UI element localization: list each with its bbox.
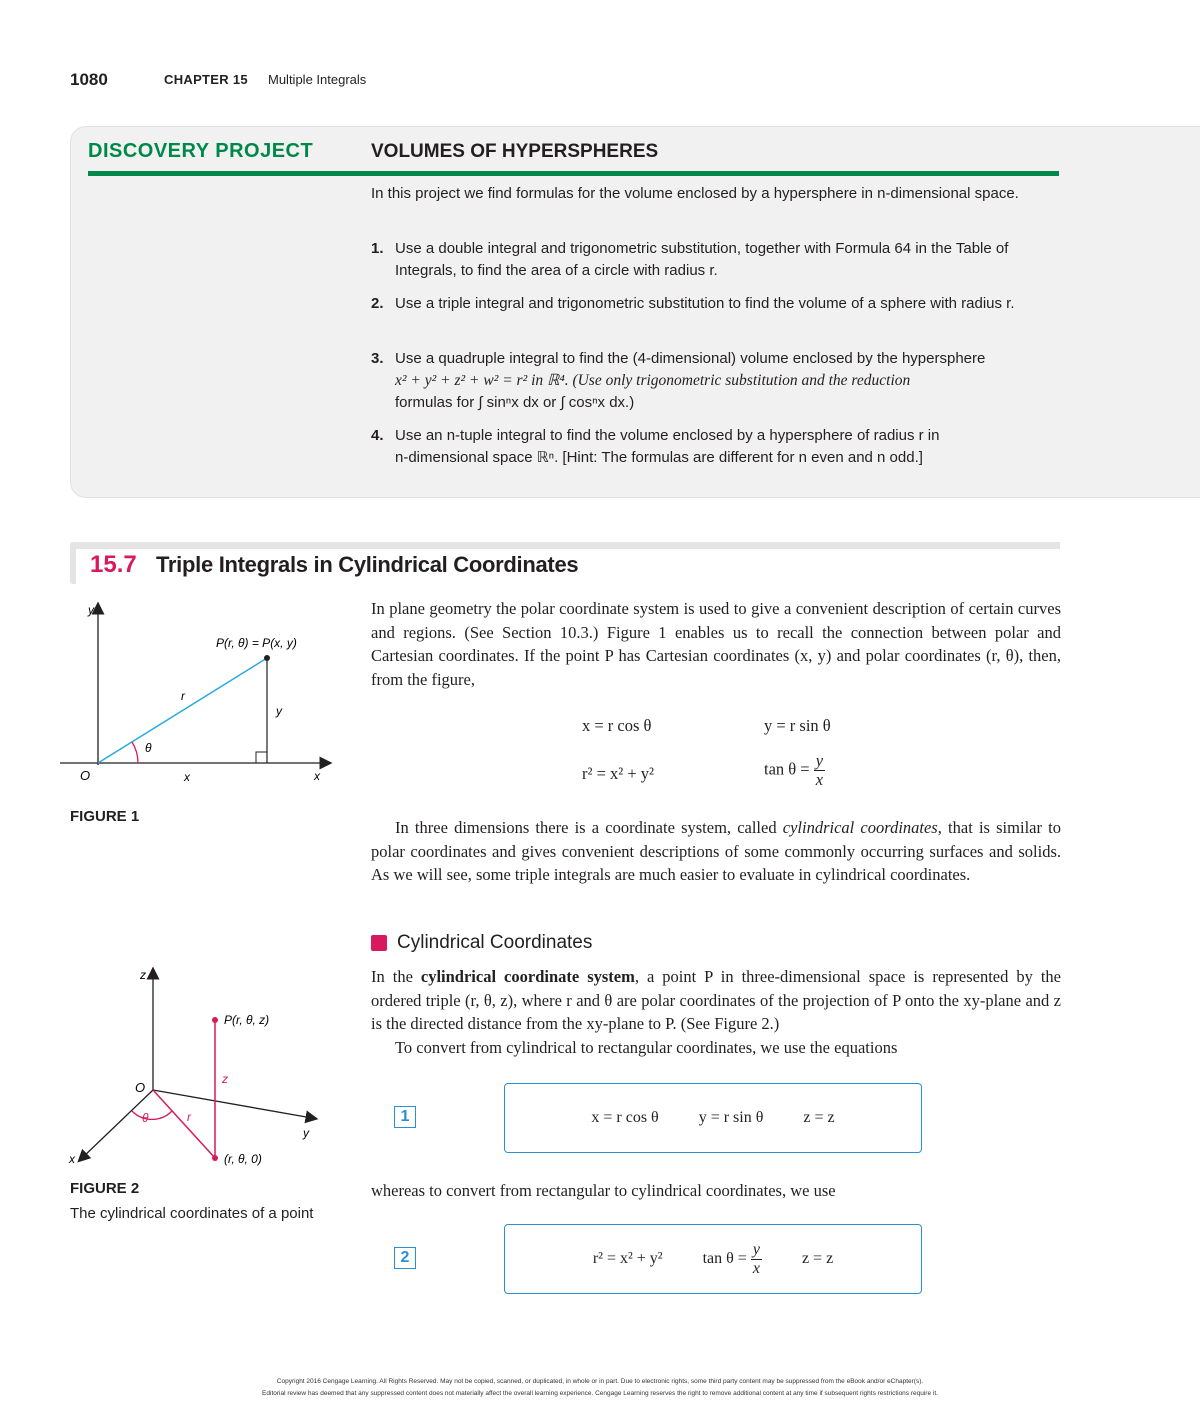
item-number: 3. [371,350,384,367]
polar-x-equation: x = r cos θ [582,716,652,735]
section-heading-bar [70,542,1060,549]
para3-bold-term: cylindrical coordinate system [420,967,635,986]
tan-numerator: y [815,751,824,770]
para2-text-a: In three dimensions there is a coordinate system, called [395,818,783,837]
x-length-label: x [184,770,190,784]
r-squared-equation: r² = x² + y² [582,764,654,783]
conversion-paragraph: whereas to convert from rectangular to cylindrical coordinates, we use [371,1181,836,1200]
section-title: Triple Integrals in Cylindrical Coordinates [156,552,579,577]
radius-line [98,658,267,763]
point-label: P(r, θ, z) [224,1013,270,1027]
y-length-label: y [276,704,282,718]
section-number: 15.7 [90,551,137,578]
projection-point [212,1155,218,1161]
tan-lhs: tan θ = [764,759,810,779]
eq2-tan-denominator: x [752,1259,760,1277]
item-text-line-1: Use an n-tuple integral to find the volume enclosed by a hypersphere of radius r in [395,427,940,444]
subsection-marker [371,935,387,951]
figure-2-label: FIGURE 2 [70,1180,140,1197]
eq2-tan-numerator: y [752,1240,760,1258]
section-heading-bar-left [70,542,76,584]
item-number: 2. [371,295,384,312]
point-label: P(r, θ) = P(x, y) [216,636,297,650]
discovery-project-rule [88,171,1059,176]
para3-text-b: , a point P in three-dimensional space is represented by the ordered triple (r, θ, z), where r and θ are polar coordinates of the projection of P onto the xy-plane and z is the directed distance from the xy-plane to P. (See Figure 2.) [371,967,1061,1033]
point-p [212,1017,218,1023]
origin-label: O [135,1080,146,1095]
figure-2-caption: The cylindrical coordinates of a point [70,1205,314,1222]
theta-arc [132,1111,172,1119]
item-text-line-1: Use a quadruple integral to find the (4-dimensional) volume enclosed by the hypersphere [395,350,986,367]
copyright-line-1: Copyright 2016 Cengage Learning. All Rights Reserved. May not be copied, scanned, or duplicated, in whole or in part. Due to electronic rights, some third party content may be suppressed from the eBook and/or eChapter(s). [276,1378,924,1385]
chapter-title: Multiple Integrals [268,72,367,87]
y-axis-label: y [88,603,94,617]
tan-fraction [814,752,825,789]
projection-label: (r, θ, 0) [224,1152,262,1166]
theta-label: θ [142,1111,149,1125]
theta-arc [132,742,138,763]
eq2-tan-lhs: tan θ = [702,1249,747,1267]
tan-theta-equation [764,752,825,789]
project-item-1 [371,238,1061,282]
right-angle-marker [256,752,267,763]
intro-paragraph: In plane geometry the polar coordinate system is used to give a convenient description of certain curves and regions. (See Section 10.3.) Figure 1 enables us to recall the connection between polar and Cartesian coordinates. If the point P has Cartesian coordinates (x, y) and polar coordinates (r, θ), then, from the figure, [371,599,1061,689]
eq2-tan [703,1241,762,1278]
item-text: Use a double integral and trigonometric substitution, together with Formula 64 in the Table of Integrals, to find the area of a circle with radius r. [395,240,1009,279]
eq1-x: x = r cos θ [591,1109,659,1126]
discovery-project-intro: In this project we find formulas for the volume enclosed by a hypersphere in n-dimensional space. [371,185,1019,202]
para3-text-c: To convert from cylindrical to rectangular coordinates, we use the equations [395,1037,898,1057]
project-item-4 [371,425,1061,469]
figure-2-diagram [60,965,350,1175]
tan-denominator: x [815,770,824,789]
eq2-z: z = z [801,1250,834,1267]
r-label: r [181,689,185,703]
subsection-title: Cylindrical Coordinates [397,932,593,953]
polar-y-equation: y = r sin θ [764,716,831,735]
x-axis-label: x [314,769,320,783]
figure-1-diagram [60,600,350,800]
discovery-project-label: DISCOVERY PROJECT [88,140,314,162]
z-axis-label: z [140,968,146,982]
chapter-label: CHAPTER 15 [164,72,248,87]
item-text-line-2: n-dimensional space ℝⁿ. [Hint: The formulas are different for n even and n odd.] [395,449,923,466]
eq2-tan-fraction [751,1241,762,1278]
r-label: r [187,1110,191,1124]
z-length-label: z [222,1072,228,1086]
eq1-y: y = r sin θ [698,1109,764,1126]
item-number: 4. [371,427,384,444]
equation-2-box [504,1224,922,1294]
para2-text-b: , that is similar to polar coordinates and gives convenient descriptions of some commonly occurring surfaces and solids. As we will see, some triple integrals are much easier to evaluate in cylindrical coordinates. [371,818,1061,884]
item-text: Use a triple integral and trigonometric substitution to find the volume of a sphere with radius r. [395,295,1015,312]
theta-label: θ [145,741,152,755]
project-item-3 [371,348,1061,414]
radius-line [153,1090,215,1158]
equation-1-content [505,1084,921,1152]
equation-2-content [505,1225,921,1293]
eq1-z: z = z [803,1109,835,1126]
origin-label: O [80,768,91,783]
item-text-line-2: x² + y² + z² + w² = r² in ℝ⁴. (Use only trigonometric substitution and the reduction [395,372,911,389]
page-number: 1080 [70,70,108,89]
equation-2-number: 2 [394,1247,416,1269]
equation-1-box [504,1083,922,1153]
discovery-project-title: VOLUMES OF HYPERSPHERES [371,141,659,162]
y-axis [153,1090,312,1118]
equation-1-number: 1 [394,1106,416,1128]
eq2-r-squared: r² = x² + y² [592,1250,663,1267]
x-axis-label: x [69,1152,75,1166]
project-item-2 [371,293,1061,315]
item-number: 1. [371,240,384,257]
point-p [264,655,270,661]
y-axis-label: y [303,1126,309,1140]
copyright-line-2: Editorial review has deemed that any suppressed content does not materially affect the overall learning experience. Cengage Learning reserves the right to remove additional content at any time if subsequent rights restrictions require it. [262,1390,938,1397]
item-text-line-3: formulas for ∫ sinⁿx dx or ∫ cosⁿx dx.) [395,394,635,411]
cylindrical-intro-paragraph [371,816,1061,887]
cylindrical-definition-paragraph [371,965,1061,1059]
para3-text-a: In the [371,967,421,986]
figure-1-label: FIGURE 1 [70,808,140,825]
para2-emphasis: cylindrical coordinates [782,818,938,837]
